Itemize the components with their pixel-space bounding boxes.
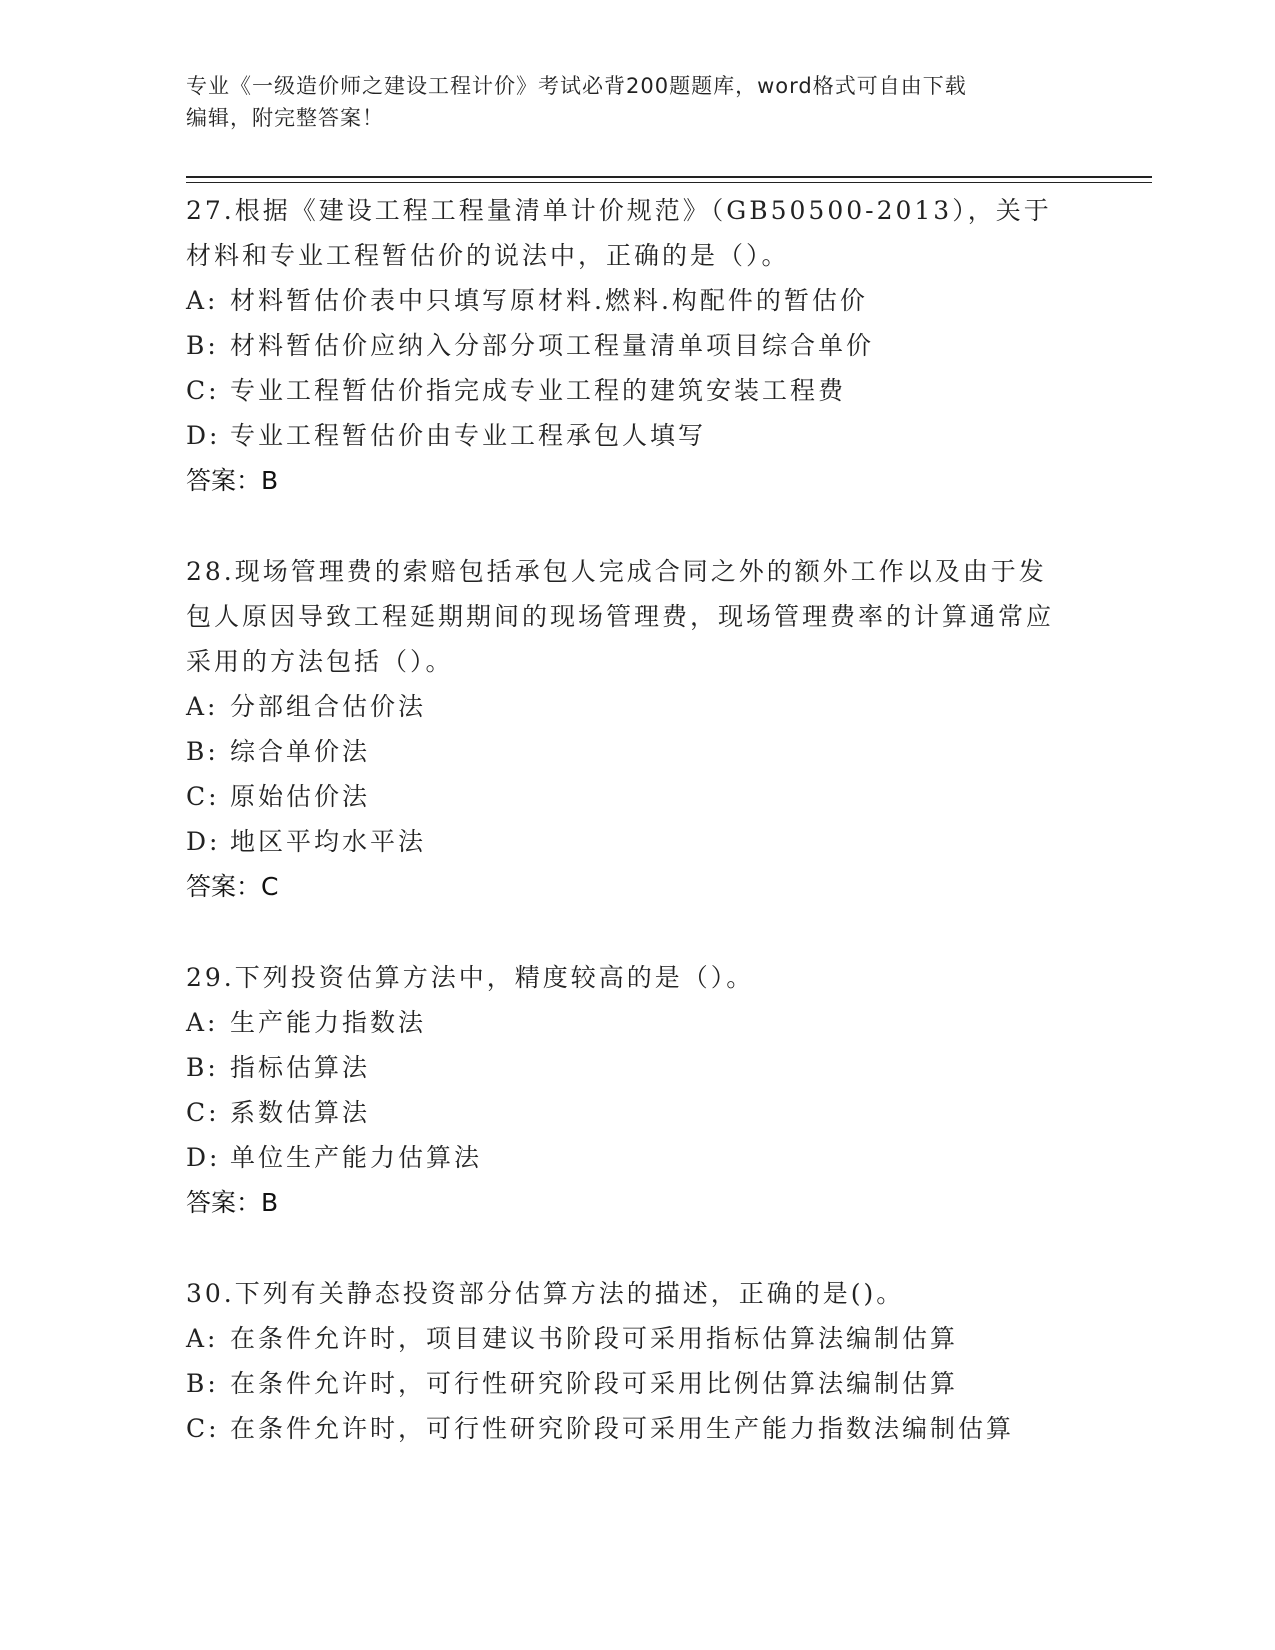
option-text: 地区平均水平法 (230, 827, 427, 856)
spacer (186, 909, 1086, 955)
option-c (186, 1406, 1086, 1451)
option-key: C: (186, 782, 220, 811)
question-28 (186, 549, 1086, 909)
header-rule-thin (186, 182, 1152, 183)
option-key: D: (186, 421, 221, 450)
option-key: A: (186, 692, 219, 721)
answer: 答案：C (186, 872, 279, 901)
option-a (186, 278, 1086, 323)
option-d (186, 819, 1086, 864)
header-line-2: 编辑，附完整答案！ (186, 106, 384, 130)
option-key: C: (186, 1098, 220, 1127)
option-key: D: (186, 1143, 221, 1172)
question-27 (186, 188, 1086, 503)
option-text: 专业工程暂估价指完成专业工程的建筑安装工程费 (230, 376, 847, 405)
option-a (186, 1000, 1086, 1045)
question-29 (186, 955, 1086, 1225)
option-text: 在条件允许时，可行性研究阶段可采用比例估算法编制估算 (230, 1369, 959, 1398)
question-text: 27.根据《建设工程工程量清单计价规范》（GB50500-2013），关于材料和专业工程暂估价的说法中，正确的是（）。 (186, 196, 1052, 270)
option-key: B: (186, 737, 219, 766)
question-text: 30.下列有关静态投资部分估算方法的描述，正确的是()。 (186, 1279, 905, 1308)
option-a (186, 684, 1086, 729)
option-b (186, 729, 1086, 774)
option-key: A: (186, 1008, 219, 1037)
option-key: A: (186, 1324, 219, 1353)
option-text: 系数估算法 (230, 1098, 371, 1127)
document-header (186, 70, 1066, 134)
option-text: 材料暂估价表中只填写原材料.燃料.构配件的暂估价 (230, 286, 868, 315)
option-c (186, 774, 1086, 819)
spacer (186, 1225, 1086, 1271)
question-text: 28.现场管理费的索赔包括承包人完成合同之外的额外工作以及由于发包人原因导致工程延期期间的现场管理费，现场管理费率的计算通常应采用的方法包括（）。 (186, 557, 1055, 676)
option-text: 分部组合估价法 (230, 692, 427, 721)
question-30 (186, 1271, 1086, 1451)
option-text: 综合单价法 (230, 737, 371, 766)
option-text: 材料暂估价应纳入分部分项工程量清单项目综合单价 (230, 331, 875, 360)
option-text: 指标估算法 (230, 1053, 371, 1082)
option-key: A: (186, 286, 219, 315)
option-key: C: (186, 1414, 220, 1443)
option-key: C: (186, 376, 220, 405)
spacer (186, 503, 1086, 549)
option-text: 在条件允许时，可行性研究阶段可采用生产能力指数法编制估算 (230, 1414, 1015, 1443)
option-text: 专业工程暂估价由专业工程承包人填写 (230, 421, 707, 450)
option-b (186, 323, 1086, 368)
answer: 答案：B (186, 1188, 279, 1217)
option-b (186, 1361, 1086, 1406)
option-key: B: (186, 1053, 219, 1082)
option-key: D: (186, 827, 221, 856)
question-text: 29.下列投资估算方法中，精度较高的是（）。 (186, 963, 755, 992)
option-c (186, 1090, 1086, 1135)
header-line-1: 专业《一级造价师之建设工程计价》考试必背200题题库，word格式可自由下载 (186, 74, 967, 98)
option-d (186, 413, 1086, 458)
answer: 答案：B (186, 466, 279, 495)
option-key: B: (186, 1369, 219, 1398)
header-rule-thick (186, 176, 1152, 178)
option-a (186, 1316, 1086, 1361)
option-d (186, 1135, 1086, 1180)
option-text: 原始估价法 (230, 782, 371, 811)
option-c (186, 368, 1086, 413)
option-b (186, 1045, 1086, 1090)
option-key: B: (186, 331, 219, 360)
question-list (186, 188, 1086, 1451)
option-text: 在条件允许时，项目建议书阶段可采用指标估算法编制估算 (230, 1324, 959, 1353)
option-text: 生产能力指数法 (230, 1008, 427, 1037)
option-text: 单位生产能力估算法 (230, 1143, 483, 1172)
